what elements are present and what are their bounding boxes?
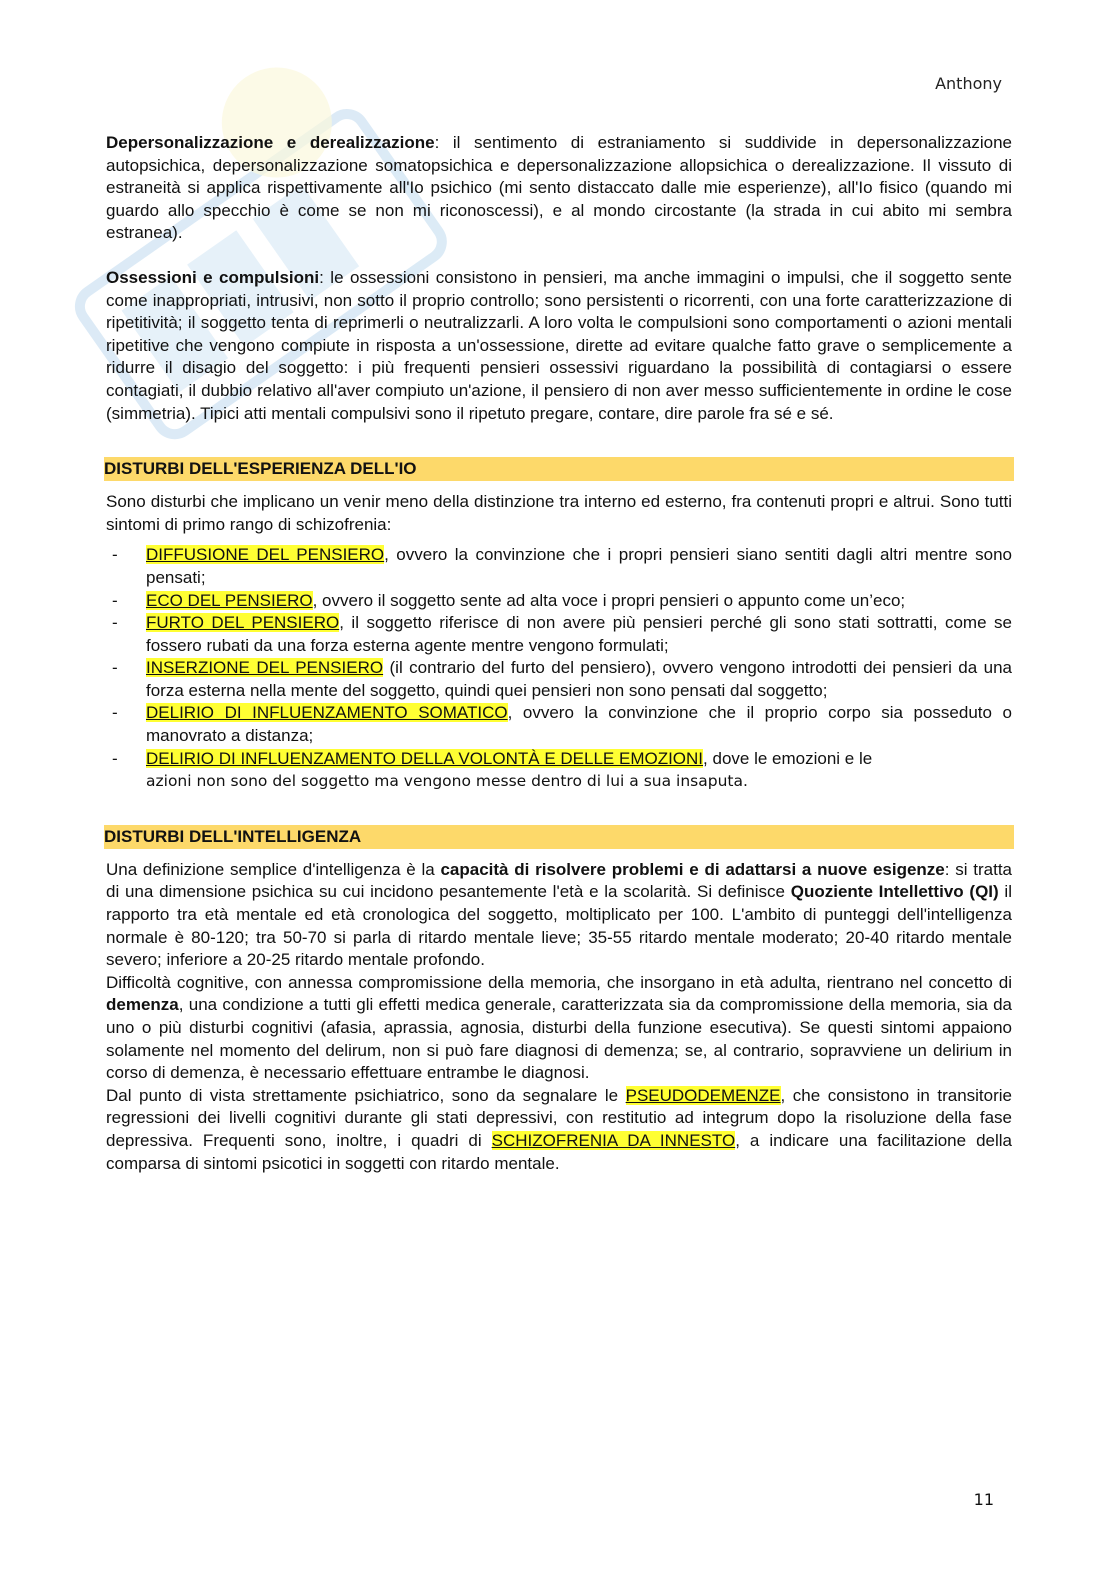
list-item: - ECO DEL PENSIERO, ovvero il soggetto sente ad alta voce i propri pensieri o appunto come un’eco; (106, 590, 1012, 613)
paragraph-obsessions: Ossessioni e compulsioni: le ossessioni consistono in pensieri, ma anche immagini o impulsi, che il soggetto sente come inappropriati, intrusivi, non sotto il proprio controllo; sono persistenti o ricorrenti, con una forte caratterizzazione di ripetitività; il soggetto tenta di reprimerli o neutralizzarli. A loro volta le compulsioni sono comportamenti o azioni mentali ripetitive che vengono compiute in risposta a un'ossessione, dirette ad evitare qualche fatto grave o semplicemente a ridurre il disagio del soggetto: i più frequenti pensieri ossessivi riguardano la possibilità di contagiarsi o essere contagiati, il dubbio relativo all'aver compiuto un'azione, il pensiero di non aver messo sufficientemente in ordine le cose (simmetria). Tipici atti mentali compulsivi sono il ripetuto pregare, contare, dire parole fra sé e sé. (106, 267, 1012, 423)
section-intro: Sono disturbi che implicano un venir meno della distinzione tra interno ed esterno, fra contenuti propri e altrui. Sono tutti sintomi di primo rango di schizofrenia: (106, 492, 1012, 534)
paragraph-intelligence-definition: Una definizione semplice d'intelligenza è la capacità di risolvere problemi e di adattarsi a nuove esigenze: si tratta di una dimensione psichica su cui incidono pesantemente l'età e la scolarità. Si definisce Quoziente Intellettivo (QI) il rapporto tra età mentale ed età cronologica del soggetto, moltiplicato per 100. L'ambito di punteggi dell'intelligenza normale è 80-120; tra 50-70 si parla di ritardo mentale lieve; 35-55 ritardo mentale moderato; 20-40 ritardo mentale severo; inferiore a 20-25 ritardo mentale profondo. (106, 859, 1012, 970)
page-number: 11 (973, 1490, 994, 1509)
symptom-list (106, 544, 1012, 793)
term-depersonalization: Depersonalizzazione e derealizzazione (106, 133, 435, 152)
section-title-intelligence: DISTURBI DELL'INTELLIGENZA (104, 825, 1014, 849)
paragraph-depersonalization: Depersonalizzazione e derealizzazione: il sentimento di estraniamento si suddivide in depersonalizzazione autopsichica, depersonalizzazione somatopsichica e depersonalizzazione allopsichica o derealizzazione. Il vissuto di estraneità si applica rispettivamente all'Io psichico (mi sento distaccato dalle mie esperienze), all'Io fisico (quando mi guardo allo specchio è come se non mi riconoscessi), e al mondo circostante (la strada in cui abito mi sembra estranea). (106, 133, 1012, 243)
list-item: - INSERZIONE DEL PENSIERO (il contrario del furto del pensiero), ovvero vengono introdotti dei pensieri da una forza esterna nella mente del soggetto, quindi quei pensieri non sono pensati dal soggetto; (106, 657, 1012, 702)
list-item: - DELIRIO DI INFLUENZAMENTO SOMATICO, ovvero la convinzione che il proprio corpo sia posseduto o manovrato a distanza; (106, 702, 1012, 747)
page-header-author: Anthony (935, 74, 1002, 93)
section-title-ego-experience: DISTURBI DELL'ESPERIENZA DELL'IO (104, 457, 1014, 481)
list-item: - DELIRIO DI INFLUENZAMENTO DELLA VOLONTÀ E DELLE EMOZIONI, dove le emozioni e le azioni non sono del soggetto ma vengono messe dentro di lui a sua insaputa. (106, 748, 1012, 793)
list-item: - DIFFUSIONE DEL PENSIERO, ovvero la convinzione che i propri pensieri siano sentiti dagli altri mentre sono pensati; (106, 544, 1012, 589)
paragraph-dementia: Difficoltà cognitive, con annessa compromissione della memoria, che insorgano in età adulta, rientrano nel concetto di demenza, una condizione a tutti gli effetti medica generale, caratterizzata sia da compromissione della memoria, sia da uno o più disturbi cognitivi (afasia, aprassia, agnosia, disturbi della funzione esecutiva). Se questi sintomi appaiono solamente nel momento del delirum, non si può fare diagnosi di demenza; se, al contrario, sopravviene un delirium in corso di demenza, è necessario effettuare entrambe le diagnosi. (106, 972, 1012, 1083)
term-obsessions: Ossessioni e compulsioni (106, 267, 320, 287)
document-body (106, 132, 1012, 1175)
list-item: - FURTO DEL PENSIERO, il soggetto riferisce di non avere più pensieri perché gli sono stati sottratti, come se fossero rubati da una forza esterna agente mentre vengono formulati; (106, 612, 1012, 657)
paragraph-pseudodementia: Dal punto di vista strettamente psichiatrico, sono da segnalare le PSEUDODEMENZE, che consistono in transitorie regressioni dei livelli cognitivi durante gli stati depressivi, con restitutio ad integrum dopo la risoluzione della fase depressiva. Frequenti sono, inoltre, i quadri di SCHIZOFRENIA DA INNESTO, a indicare una facilitazione della comparsa di sintomi psicotici in soggetti con ritardo mentale. (106, 1085, 1012, 1173)
